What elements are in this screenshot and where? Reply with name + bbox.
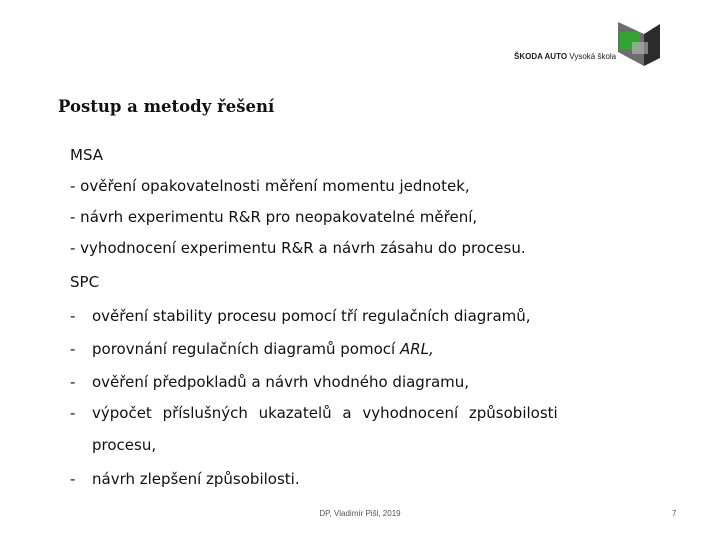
spc-item-continuation: procesu, (92, 436, 157, 454)
logo-mark-icon (618, 20, 660, 66)
page-number: 7 (672, 509, 677, 518)
spc-item-dash: - (70, 340, 76, 358)
logo-brand-text: ŠKODA AUTO (514, 52, 568, 61)
footer-text: DP, Vladimír Pišl, 2019 (319, 509, 401, 518)
spc-item-italic-arl: ARL, (399, 340, 434, 358)
logo-wordmark (514, 52, 616, 61)
msa-item: - vyhodnocení experimentu R&R a návrh zásahu do procesu. (70, 239, 526, 257)
msa-item: - ověření opakovatelnosti měření momentu jednotek, (70, 177, 470, 195)
slide-title: Postup a metody řešení (58, 97, 275, 116)
spc-item-dash: - (70, 307, 76, 325)
spc-item: ověření předpokladů a návrh vhodného diagramu, (92, 373, 470, 391)
spc-item-dash: - (70, 373, 76, 391)
spc-item-dash: - (70, 470, 76, 488)
spc-item-text: porovnání regulačních diagramů pomocí (92, 340, 400, 358)
logo-school-text: Vysoká škola (569, 52, 617, 61)
msa-heading: MSA (70, 146, 104, 164)
spc-item: výpočet příslušných ukazatelů a vyhodnocení způsobilosti (92, 404, 558, 422)
spc-item: ověření stability procesu pomocí tří regulačních diagramů, (92, 307, 531, 325)
spc-item (92, 340, 434, 358)
spc-item: návrh zlepšení způsobilosti. (92, 470, 300, 488)
msa-item: - návrh experimentu R&R pro neopakovatelné měření, (70, 208, 478, 226)
spc-item-dash: - (70, 404, 76, 422)
spc-heading: SPC (70, 273, 100, 291)
school-logo (512, 20, 662, 68)
